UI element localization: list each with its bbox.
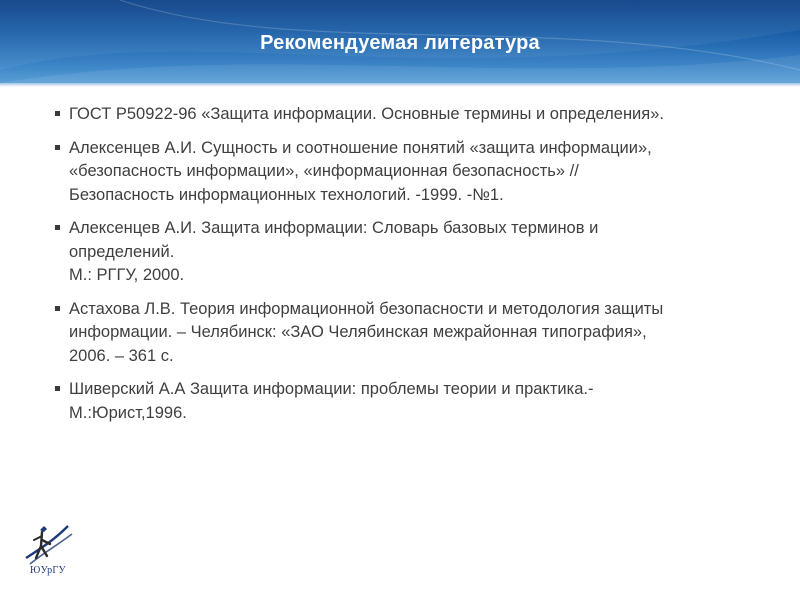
reference-item: [55, 217, 775, 288]
bullet-icon: [55, 306, 60, 311]
reference-item: [55, 298, 775, 369]
reference-text-line: М.: РГГУ, 2000.: [69, 266, 185, 284]
reference-item: [55, 137, 775, 208]
reference-text-line: Астахова Л.В. Теория информационной безопасности и методология защиты: [69, 299, 664, 318]
university-logo: [22, 520, 74, 580]
reference-text-line: Алексенцев А.И. Защита информации: Словарь базовых терминов и: [69, 219, 599, 237]
reference-text-line: Алексенцев А.И. Сущность и соотношение понятий «защита информации»,: [69, 138, 652, 157]
reference-text-line: Шиверский А.А Защита информации: проблемы теории и практика.-: [69, 380, 594, 398]
bullet-icon: [55, 386, 60, 391]
reference-text-line: 2006. – 361 с.: [69, 346, 174, 365]
reference-text-line: информации. – Челябинск: «ЗАО Челябинская межрайонная типография»,: [69, 323, 647, 341]
logo-caption: ЮУрГУ: [30, 565, 66, 576]
reference-item: [55, 378, 775, 425]
reference-text-line: ГОСТ Р50922-96 «Защита информации. Основные термины и определения».: [69, 105, 664, 123]
bullet-icon: [55, 111, 60, 116]
reference-list: [55, 103, 775, 435]
bullet-icon: [55, 225, 60, 230]
slide-title: Рекомендуемая литература: [260, 32, 540, 54]
reference-text-line: определений.: [69, 242, 175, 261]
reference-text-line: Безопасность информационных технологий. -1999. -№1.: [69, 185, 504, 204]
reference-item: [55, 103, 775, 127]
slide-header: [0, 0, 800, 83]
reference-text-line: «безопасность информации», «информационная безопасность» //: [69, 162, 579, 180]
bullet-icon: [55, 145, 60, 150]
reference-text-line: М.:Юрист,1996.: [69, 403, 187, 422]
header-underline: [0, 83, 800, 87]
logo-emblem-icon: [22, 520, 74, 568]
